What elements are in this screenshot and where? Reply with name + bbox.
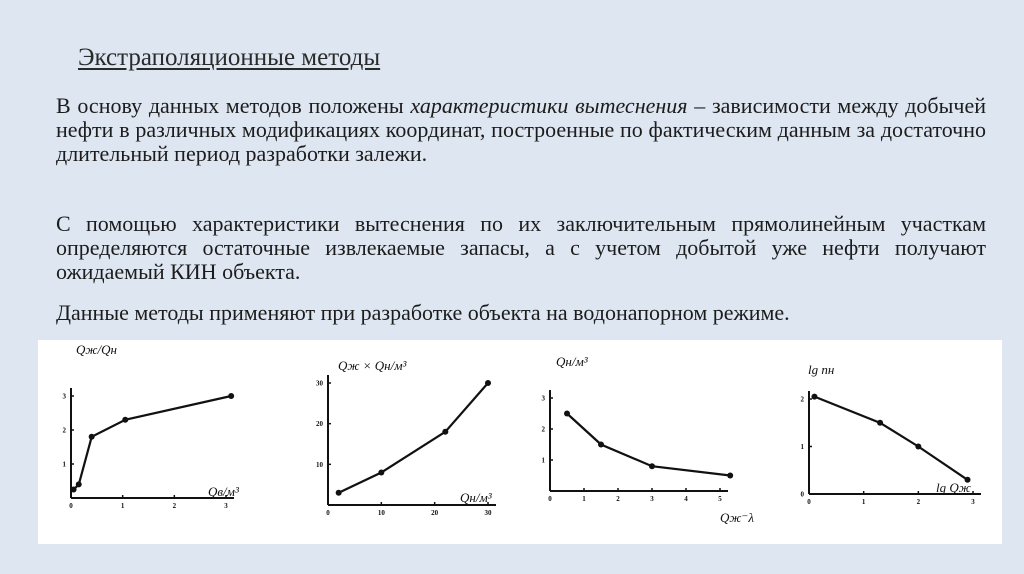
x-tick-label: 2 [616, 495, 620, 503]
y-axis-label: Qж × Qн/м³ [338, 358, 407, 373]
chart-4 [801, 362, 982, 506]
data-point [649, 463, 655, 469]
y-tick-label: 3 [541, 394, 545, 403]
x-tick-label: 30 [484, 509, 492, 517]
data-point [442, 429, 448, 435]
series-line [567, 414, 730, 476]
data-point [228, 393, 234, 399]
y-tick-label: 1 [541, 456, 545, 465]
x-tick-label: 5 [718, 495, 722, 503]
x-tick-label: 2 [172, 502, 177, 510]
series-line [339, 383, 488, 493]
chart-3 [542, 354, 755, 525]
data-point [122, 417, 128, 423]
data-point [598, 442, 604, 448]
x-tick-label: 2 [916, 498, 921, 506]
x-tick-label: 3 [650, 495, 654, 503]
data-point [915, 444, 921, 450]
y-tick-label: 2 [800, 395, 804, 404]
y-tick-label: 20 [316, 420, 323, 429]
x-axis-label: Qж⁻λ [720, 510, 754, 525]
charts-panel [38, 340, 1002, 544]
paragraph-1-rest: – зависимости между добычей нефти в различных модификациях координат, построенные по фактическим данным за достаточно длительный период разработки залежи. [56, 93, 986, 166]
x-axis-label: Qн/м³ [460, 490, 492, 505]
y-axis-label: Qн/м³ [556, 354, 588, 369]
x-tick-label: 0 [69, 502, 73, 510]
series-line [74, 396, 232, 490]
chart-1 [63, 342, 240, 510]
y-tick-label: 1 [800, 443, 804, 451]
data-point [485, 380, 491, 386]
data-point [76, 481, 82, 487]
x-tick-label: 0 [548, 495, 552, 503]
x-tick-label: 1 [120, 502, 125, 510]
x-tick-label: 1 [582, 495, 586, 503]
y-tick-label: 30 [316, 379, 323, 388]
x-tick-label: 20 [431, 509, 439, 517]
x-axis-label: Qв/м³ [208, 484, 239, 499]
y-tick-label: 1 [62, 460, 66, 469]
charts-svg [38, 340, 1002, 544]
data-point [378, 469, 384, 475]
x-tick-label: 0 [326, 509, 330, 517]
x-tick-label: 4 [684, 495, 688, 503]
y-tick-label: 2 [541, 425, 545, 434]
series-line [815, 397, 968, 480]
slide-title: Экстраполяционные методы [78, 44, 381, 71]
data-point [811, 394, 817, 400]
data-point [71, 487, 77, 493]
data-point [727, 473, 733, 479]
paragraph-2: С помощью характеристики вытеснения по их заключительным прямолинейным участкам определяются остаточные извлекаемые запасы, а с учетом добытой уже нефти получают ожидаемый КИН объекта. [56, 211, 986, 284]
x-tick-label: 3 [971, 498, 975, 506]
data-point [89, 434, 95, 440]
y-axis-label: Qж/Qн [76, 342, 117, 357]
x-tick-label: 3 [224, 502, 228, 510]
chart-2 [316, 358, 496, 517]
data-point [564, 411, 570, 417]
y-tick-label: 2 [62, 426, 66, 435]
paragraph-1 [56, 94, 986, 166]
paragraph-1-term: характеристики вытеснения [410, 93, 688, 118]
x-tick-label: 10 [377, 509, 385, 517]
data-point [877, 420, 883, 426]
y-tick-label: 3 [62, 392, 66, 401]
y-tick-label: 10 [316, 460, 323, 469]
paragraph-1-lead: В основу данных методов положены [56, 93, 411, 118]
x-tick-label: 1 [861, 498, 866, 506]
data-point [336, 490, 342, 496]
x-tick-label: 0 [807, 498, 811, 506]
y-tick-label: 0 [800, 490, 804, 499]
x-axis-label: lg Qж [936, 480, 971, 495]
y-axis-label: lg nн [808, 362, 835, 377]
paragraph-3: Данные методы применяют при разработке объекта на водонапорном режиме. [56, 300, 790, 325]
